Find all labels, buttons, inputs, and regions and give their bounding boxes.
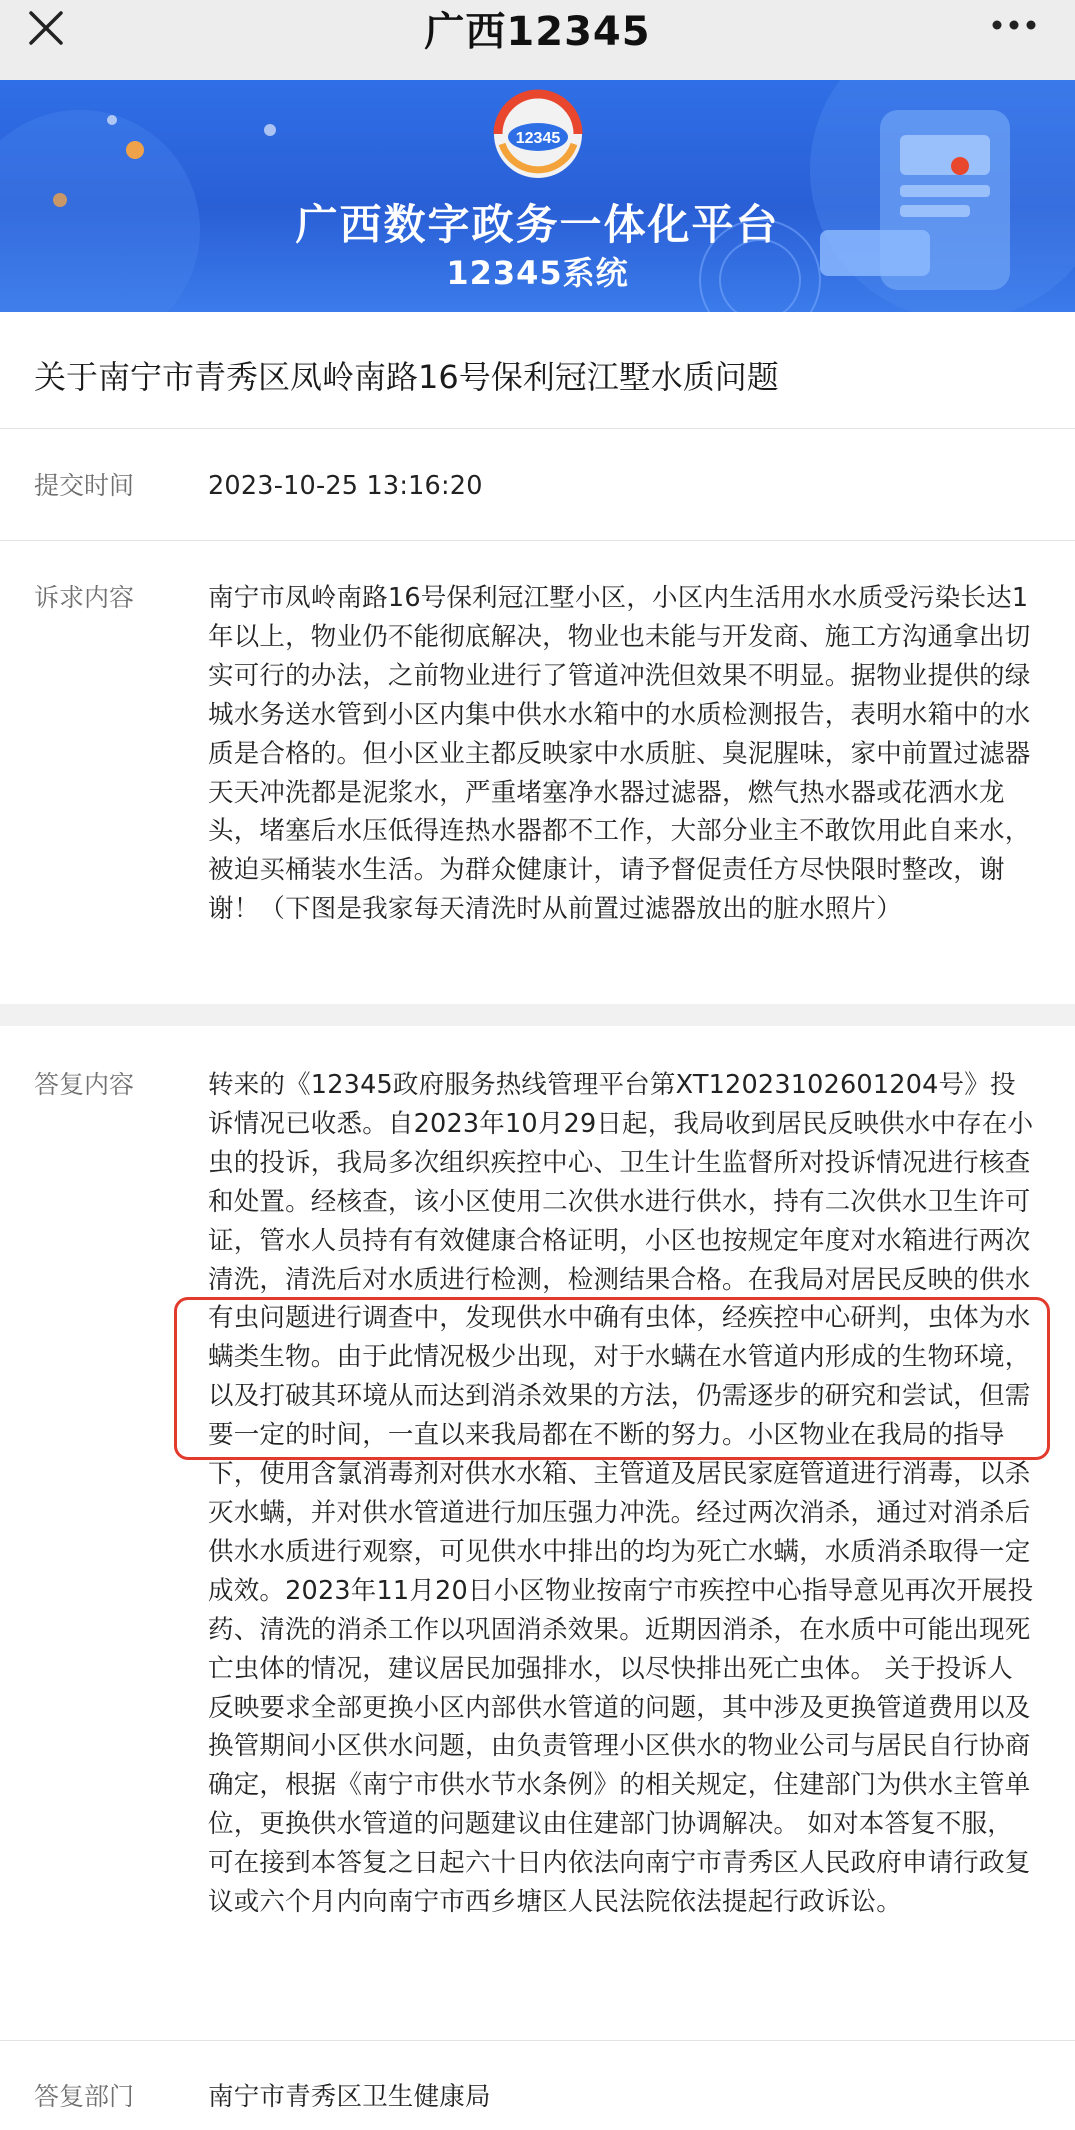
reply-dept-label: 答复部门 bbox=[34, 2082, 135, 2111]
appeal-content: 南宁市凤岭南路16号保利冠江墅小区，小区内生活用水水质受污染长达1年以上，物业仍不能彻底解决，物业也未能与开发商、施工方沟通拿出切实可行的办法，之前物业进行了管道冲洗但效果不明显。据物业提供的绿城水务送水管到小区内集中供水水箱中的水质检测报告，表明水箱中的水质是合格的。但小区业主都反映家中水质脏、臭泥腥味，家中前置过滤器天天冲洗都是泥浆水，严重堵塞净水器过滤器，燃气热水器或花洒水龙头，堵塞后水压低得连热水器都不工作，大部分业主不敢饮用此自来水，被迫买桶装水生活。为群众健康计，请予督促责任方尽快限时整改，谢谢！（下图是我家每天清洗时从前置过滤器放出的脏水照片） bbox=[208, 583, 1031, 925]
page-title: 广西12345 bbox=[424, 8, 651, 55]
reply-dept-value: 南宁市青秀区卫生健康局 bbox=[208, 2082, 491, 2112]
submit-time-value: 2023-10-25 13:16:20 bbox=[208, 471, 483, 501]
appeal-label: 诉求内容 bbox=[34, 583, 135, 612]
reply-label: 答复内容 bbox=[34, 1070, 135, 1099]
platform-banner bbox=[0, 80, 1075, 312]
submit-time-label: 提交时间 bbox=[34, 471, 135, 500]
logo-text: 12345 bbox=[515, 130, 561, 147]
section-separator bbox=[0, 1004, 1075, 1026]
close-icon[interactable] bbox=[26, 8, 66, 48]
divider bbox=[0, 540, 1075, 541]
top-nav-bar bbox=[0, 0, 1075, 80]
divider bbox=[0, 428, 1075, 429]
article-title: 关于南宁市青秀区凤岭南路16号保利冠江墅水质问题 bbox=[34, 358, 779, 396]
highlight-annotation-box bbox=[174, 1297, 1050, 1460]
reply-content: 转来的《12345政府服务热线管理平台第XT12023102601204号》投诉情况已收悉。自2023年10月29日起，我局收到居民反映供水中存在小虫的投诉，我局多次组织疾控中心、卫生计生监督所对投诉情况进行核查和处置。经核查，该小区使用二次供水进行供水，持有二次供水卫生许可证，管水人员持有有效健康合格证明，小区也按规定年度对水箱进行两次清洗，清洗后对水质进行检测，检测结果合格。在我局对居民反映的供水有虫问题进行调查中，发现供水中确有虫体，经疾控中心研判，虫体为水螨类生物。由于此情况极少出现，对于水螨在水管道内形成的生物环境，以及打破其环境从而达到消杀效果的方法，仍需逐步的研究和尝试，但需要一定的时间，一直以来我局都在不断的努力。小区物业在我局的指导下，使用含氯消毒剂对供水水箱、主管道及居民家庭管道进行消毒，以杀灭水螨，并对供水管道进行加压强力冲洗。经过两次消杀，通过对消杀后供水水质进行观察，可见供水中排出的均为死亡水螨，水质消杀取得一定成效。2023年11月20日小区物业按南宁市疾控中心指导意见再次开展投药、清洗的消杀工作以巩固消杀效果。近期因消杀，在水质中可能出现死亡虫体的情况，建议居民加强排水，以尽快排出死亡虫体。 关于投诉人反映要求全部更换小区内部供水管道的问题，其中涉及更换管道费用以及换管期间小区供水问题，由负责管理小区供水的物业公司与居民自行协商确定，根据《南宁市供水节水条例》的相关规定，住建部门为供水主管单位，更换供水管道的问题建议由住建部门协调解决。 如对本答复不服，可在接到本答复之日起六十日内依法向南宁市青秀区人民政府申请行政复议或六个月内向南宁市西乡塘区人民法院依法提起行政诉讼。 bbox=[208, 1070, 1034, 1918]
divider bbox=[0, 2040, 1075, 2041]
platform-logo bbox=[478, 84, 598, 184]
more-icon[interactable] bbox=[991, 12, 1037, 38]
banner-title: 广西数字政务一体化平台 bbox=[295, 200, 780, 249]
banner-subtitle: 12345系统 bbox=[446, 254, 629, 292]
